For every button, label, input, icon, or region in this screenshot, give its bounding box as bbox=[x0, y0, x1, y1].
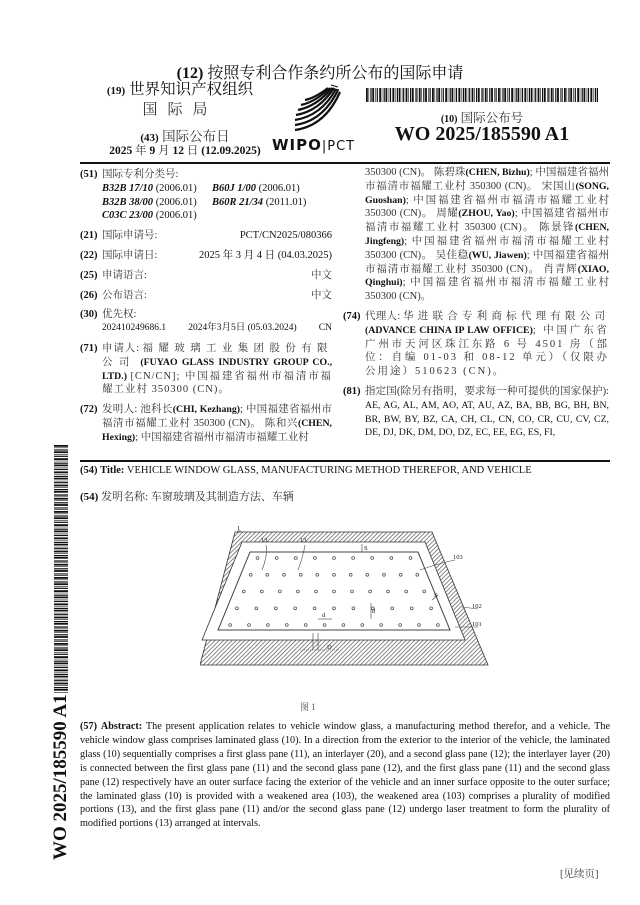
pub-date-label-text: 国际公布日 bbox=[162, 129, 230, 144]
field-filing-language bbox=[80, 269, 332, 283]
inventors-continued bbox=[343, 166, 609, 304]
field-code: (22) bbox=[80, 249, 98, 261]
title-en bbox=[80, 465, 532, 476]
publication-number: WO 2025/185590 A1 bbox=[394, 123, 570, 145]
title-value: 车窗玻璃及其制造方法、车辆 bbox=[150, 491, 294, 503]
figure-ref-101: 101 bbox=[472, 621, 482, 628]
inventor-name-en: (CHEN, Bizhu) bbox=[465, 167, 530, 178]
field-label: 优先权: bbox=[102, 309, 137, 321]
ipc-class: C03C 23/00 bbox=[102, 210, 154, 222]
field-code: (72) bbox=[80, 404, 98, 416]
field-value: 中文 bbox=[311, 269, 332, 281]
agent-name-cn: 华进联合专利商标代理有限公司 bbox=[402, 310, 610, 322]
field-code: (81) bbox=[343, 385, 361, 397]
abstract-text: The present application relates to vehicle window glass, a manufacturing method therefor, and a vehicle. The vehicle window glass comprises laminated glass (10). In a direction from the exterior to the interior of the vehicle, the laminated glass (10) sequentially comprises a first glass pane (11), an interlayer (20), and a second glass pane (12); the interlayer layer (20) is connected between the first glass pane (11) and the second glass pane (12), and the first glass pane (11) and the second glass pane (12) respectively have an outer surface facing the exterior of the vehicle and an inner surface opposite to the outer surface; the laminated glass (10) is provided with a weakened area (103), the weakened area (103) comprises a plurality of modified portions (13), and the first glass pane (11) and/or the second glass pane (12) undergo laser treatment to form the plurality of modified portions (13) arranged at intervals. bbox=[80, 721, 610, 830]
figure-ref-13a: 13 bbox=[261, 537, 268, 544]
wipo-text: WIPO bbox=[272, 136, 322, 154]
pub-year: 2025 bbox=[109, 145, 133, 157]
ipc-version: (2011.01) bbox=[265, 196, 307, 208]
side-publication-number-text: WO 2025/185590 A1 bbox=[50, 694, 71, 860]
weakened-area-103 bbox=[218, 552, 450, 630]
title-code: (54) bbox=[80, 491, 99, 503]
ipc-version: (2006.01) bbox=[155, 210, 197, 222]
field-priority bbox=[80, 308, 332, 336]
priority-date: 2024年3月5日 (05.03.2024) bbox=[188, 323, 297, 334]
ipc-class: B32B 17/10 bbox=[102, 182, 154, 194]
applicant-name-cn: 福耀玻璃工业集团股份有限公司 bbox=[102, 342, 333, 368]
field-code: (21) bbox=[80, 230, 98, 242]
title-divider bbox=[80, 460, 610, 462]
priority-number: 202410249686.1 bbox=[102, 323, 167, 334]
field-label: 申请人: bbox=[102, 342, 140, 354]
inventor-text: ; 中国福建省福州市福清市福耀工业村 350300 (CN)。 陈和兴 bbox=[102, 404, 333, 429]
designated-states-list: AE, AG, AL, AM, AO, AT, AU, AZ, BA, BB, BG, BH, BN, BR, BW, BY, BZ, CA, CH, CL, CN, CO, CR, CU, CV, CZ, DE, DJ, DK, DM, DO, DZ, EC, EE, EG, ES, FI, bbox=[365, 399, 609, 439]
title-value: VEHICLE WINDOW GLASS, MANUFACTURING METHOD THEREFOR, AND VEHICLE bbox=[126, 465, 532, 476]
figure-ref-103: 103 bbox=[453, 554, 463, 561]
figure-label-D: D bbox=[327, 644, 332, 651]
field-code: (71) bbox=[80, 342, 98, 354]
applicant-name-en: (FUYAO GLASS INDUSTRY GROUP CO., LTD.) bbox=[102, 356, 333, 382]
doc-type-code: (12) bbox=[176, 65, 204, 82]
inventor-name-en: (CHEN, Jingfeng) bbox=[365, 222, 609, 247]
inventor-name-en: (XIAO, Qinghui) bbox=[365, 263, 609, 289]
inventor-text: ; 中国福建省福州市福清市福耀工业村 350300 (CN)。 肖青辉 bbox=[365, 249, 609, 275]
pub-number-label-text: 国际公布号 bbox=[460, 111, 524, 125]
field-application-date bbox=[80, 249, 332, 263]
field-code: (74) bbox=[343, 310, 361, 322]
field-label: 国际申请日: bbox=[102, 249, 158, 261]
field-value: PCT/CN2025/080366 bbox=[239, 230, 332, 242]
field-applicant bbox=[80, 342, 332, 397]
field-value: 2025 年 3 月 4 日 (04.03.2025) bbox=[199, 249, 332, 261]
pub-date-iso: (12.09.2025) bbox=[201, 145, 261, 157]
field-label: 代理人: bbox=[365, 310, 401, 322]
priority-country: CN bbox=[318, 323, 332, 334]
inventor-name-en: (ZHOU, Yao) bbox=[458, 208, 515, 220]
field-inventors bbox=[80, 403, 332, 444]
field-ipc bbox=[80, 168, 332, 223]
inventor-text: ; 中国福建省福州市福清市福耀工业村 350300 (CN)。 bbox=[365, 277, 609, 303]
doc-type-text: 按照专利合作条约所公布的国际申请 bbox=[207, 65, 464, 82]
figure-ref-102: 102 bbox=[472, 603, 482, 610]
header-divider bbox=[80, 162, 610, 164]
bibliographic-right-column bbox=[343, 166, 609, 440]
side-publication-number bbox=[50, 694, 72, 860]
side-barcode-icon bbox=[54, 445, 68, 693]
ipc-version: (2006.01) bbox=[155, 196, 197, 208]
inventor-text: 350300 (CN)。 陈碧珠 bbox=[365, 167, 466, 178]
inventor-name-en: (CHEN, Hexing) bbox=[102, 417, 332, 443]
day-char: 日 bbox=[186, 145, 199, 157]
pub-day: 12 bbox=[172, 145, 185, 157]
document-type-heading bbox=[0, 60, 640, 83]
inventor-name-en: (CHI, Kezhang) bbox=[172, 404, 240, 416]
organization-block bbox=[100, 80, 260, 119]
bibliographic-left-column bbox=[80, 168, 332, 445]
field-code: (25) bbox=[80, 269, 98, 281]
title-cn bbox=[80, 488, 294, 504]
field-code: (51) bbox=[80, 169, 98, 180]
field-label: 国际申请号: bbox=[102, 230, 158, 242]
figure-label-d-horizontal: d bbox=[322, 612, 326, 619]
inventor-text: ; 中国福建省福州市福清市福耀工业村 350300 (CN)。 吴佳稳 bbox=[365, 235, 609, 261]
figure-ref-1: 1 bbox=[237, 525, 241, 532]
wipo-pct-wordmark bbox=[272, 136, 355, 154]
inventor-text: ; 中国福建省福州市福清市福耀工业村 350300 (CN)。 宋国山 bbox=[365, 167, 609, 192]
inventor-text: ; 中国福建省福州市福清市福耀工业村 350300 (CN)。 陈景锋 bbox=[365, 208, 609, 234]
inventor-text: ; 中国福建省福州市福清市福耀工业村 350300 (CN)。 周耀 bbox=[365, 194, 609, 220]
pct-text: PCT bbox=[327, 139, 356, 154]
applicant-address: [CN/CN]; 中国福建省福州市福清市福耀工业村 350300 (CN)。 bbox=[102, 370, 333, 396]
pub-number-code: (10) bbox=[440, 114, 458, 125]
patent-figure-vehicle-window-glass bbox=[200, 515, 500, 690]
month-char: 月 bbox=[158, 145, 170, 157]
pub-date-code: (43) bbox=[140, 132, 159, 144]
org-name: 世界知识产权组织 bbox=[129, 81, 254, 98]
logo-separator: | bbox=[321, 139, 328, 154]
field-code: (26) bbox=[80, 289, 98, 301]
abstract-label: Abstract: bbox=[100, 721, 143, 732]
field-label: 国际专利分类号: bbox=[102, 169, 179, 180]
field-application-number bbox=[80, 229, 332, 243]
field-label: 公布语言: bbox=[102, 289, 147, 301]
field-publication-language bbox=[80, 289, 332, 303]
field-label: 指定国(除另有指明，要求每一种可提供的国家保护): bbox=[365, 385, 609, 397]
ipc-class: B60R 21/34 bbox=[212, 196, 264, 208]
abstract-code: (57) bbox=[80, 721, 97, 732]
ipc-class: B60J 1/00 bbox=[212, 182, 257, 194]
title-code: (54) bbox=[80, 465, 98, 476]
org-bureau: 国际局 bbox=[142, 102, 218, 118]
field-code: (30) bbox=[80, 309, 98, 321]
inventor-name-en: (SONG, Guoshan) bbox=[365, 180, 609, 206]
figure-ref-13b: 13 bbox=[300, 537, 307, 544]
ipc-version: (2006.01) bbox=[155, 182, 197, 194]
agent-address: ; 中国广东省广州市天河区珠江东路 6 号 4501 房（部位：自编 01-03 和 08-12 单元）（仅限办公用途）510623 (CN)。 bbox=[365, 324, 609, 378]
figure-caption: 图 1 bbox=[300, 702, 316, 712]
continued-on-next-page: [见续页] bbox=[560, 869, 599, 880]
year-char: 年 bbox=[135, 145, 147, 157]
field-agent bbox=[343, 310, 609, 379]
pub-date bbox=[90, 142, 280, 158]
inventor-text: ; 中国福建省福州市福清市福耀工业村 bbox=[135, 431, 309, 443]
ipc-class: B32B 38/00 bbox=[102, 196, 154, 208]
figure-label-d-vertical: d bbox=[372, 608, 376, 615]
abstract bbox=[80, 720, 610, 831]
field-value: 中文 bbox=[311, 289, 332, 301]
title-label: 发明名称: bbox=[101, 491, 149, 503]
agent-name-en: (ADVANCE CHINA IP LAW OFFICE) bbox=[365, 324, 533, 336]
barcode-icon bbox=[366, 88, 598, 102]
field-label: 发明人: bbox=[102, 404, 138, 416]
figure-label-s-right: S bbox=[434, 592, 438, 599]
pub-month: 9 bbox=[149, 145, 156, 157]
inventor-text: 池科长 bbox=[140, 404, 173, 416]
field-designated-states bbox=[343, 385, 609, 440]
inventor-name-en: (WU, Jiawen) bbox=[468, 249, 527, 261]
title-label: Title: bbox=[100, 465, 125, 476]
figure-label-s-top: S bbox=[364, 545, 368, 552]
ipc-version: (2006.01) bbox=[258, 182, 300, 194]
org-code: (19) bbox=[106, 85, 126, 97]
field-label: 申请语言: bbox=[102, 269, 147, 281]
